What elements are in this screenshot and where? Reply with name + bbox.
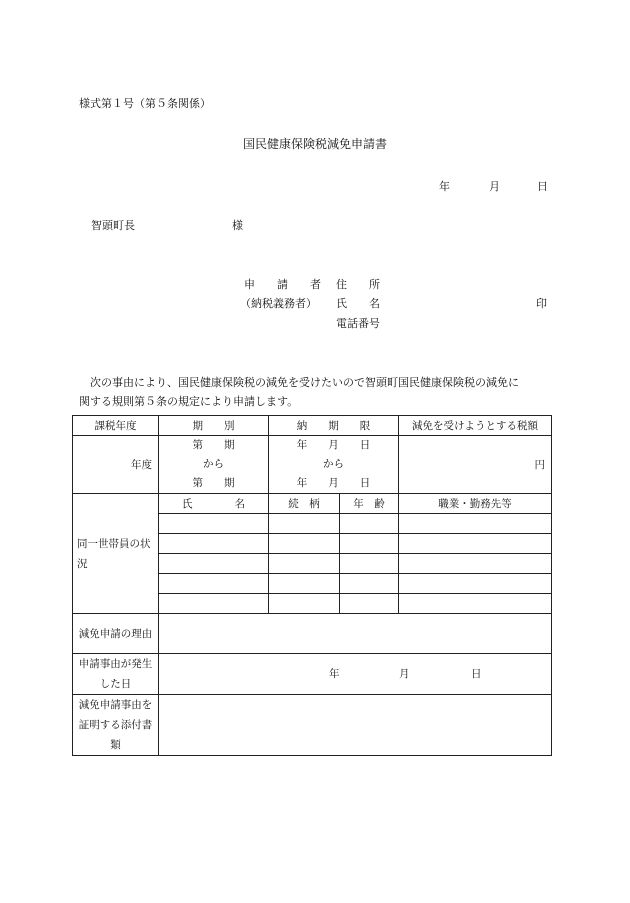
member-age-cell[interactable] (340, 534, 399, 554)
period-cell[interactable] (159, 436, 269, 494)
member-relation-cell[interactable] (269, 514, 340, 534)
occurred-day: 日 (471, 668, 482, 680)
application-table (72, 415, 552, 756)
reason-label: 減免申請の理由 (73, 614, 159, 654)
due-from: 年 月 日 (296, 439, 371, 451)
period-from: 第 期 (192, 439, 235, 451)
form-number: 様式第１号（第５条関係） (79, 97, 211, 110)
address-label: 住 所 (336, 278, 380, 291)
header-amount: 減免を受けようとする税額 (399, 416, 552, 436)
yen-unit: 円 (534, 459, 545, 471)
member-name-cell[interactable] (159, 594, 269, 614)
household-header-relation: 続 柄 (269, 494, 340, 514)
reason-row (73, 614, 552, 654)
occurred-label: 申請事由が発生した日 (73, 654, 159, 695)
household-header-row (73, 494, 552, 514)
member-job-cell[interactable] (399, 534, 552, 554)
body-line-1: 次の事由により、国民健康保険税の減免を受けたいので智頭町国民健康保険税の減免に (90, 376, 519, 389)
body-line-2: 関する規則第５条の規定により申請します。 (79, 395, 299, 408)
household-label: 同一世帯員の状況 (73, 494, 159, 614)
member-job-cell[interactable] (399, 574, 552, 594)
date-year: 年 (439, 180, 450, 193)
header-tax-year: 課税年度 (73, 416, 159, 436)
date-day: 日 (537, 180, 548, 193)
due-to: 年 月 日 (296, 477, 371, 489)
header-due-date: 納 期 限 (269, 416, 399, 436)
member-relation-cell[interactable] (269, 554, 340, 574)
occurred-year: 年 (329, 668, 340, 680)
member-job-cell[interactable] (399, 594, 552, 614)
member-age-cell[interactable] (340, 574, 399, 594)
due-date-cell[interactable] (269, 436, 399, 494)
occurred-month: 月 (399, 668, 410, 680)
member-name-cell[interactable] (159, 514, 269, 534)
attachment-row (73, 695, 552, 756)
phone-label: 電話番号 (336, 317, 380, 330)
date-month: 月 (489, 180, 500, 193)
attachment-label: 減免申請事由を証明する添付書類 (73, 695, 159, 756)
header-period: 期 別 (159, 416, 269, 436)
occurred-row (73, 654, 552, 695)
page-title: 国民健康保険税減免申請書 (242, 137, 387, 151)
addressee-name: 智頭町長 (91, 219, 135, 232)
taxpayer-label: （納税義務者） (240, 297, 317, 310)
household-header-age: 年 齢 (340, 494, 399, 514)
member-age-cell[interactable] (340, 594, 399, 614)
period-kara: から (203, 458, 224, 470)
tax-year-cell[interactable] (73, 436, 159, 494)
member-name-cell[interactable] (159, 574, 269, 594)
amount-cell[interactable] (399, 436, 552, 494)
member-relation-cell[interactable] (269, 594, 340, 614)
year-unit: 年度 (131, 459, 152, 471)
member-job-cell[interactable] (399, 554, 552, 574)
period-to: 第 期 (192, 477, 235, 489)
tax-detail-row (73, 436, 552, 494)
household-header-name: 氏 名 (159, 494, 269, 514)
seal-mark: 印 (536, 297, 547, 310)
body-text (79, 373, 559, 411)
member-age-cell[interactable] (340, 554, 399, 574)
household-header-job: 職業・勤務先等 (399, 494, 552, 514)
member-relation-cell[interactable] (269, 574, 340, 594)
member-job-cell[interactable] (399, 514, 552, 534)
reason-cell[interactable] (159, 614, 552, 654)
occurred-date-cell[interactable] (159, 654, 552, 695)
attachment-cell[interactable] (159, 695, 552, 756)
member-age-cell[interactable] (340, 514, 399, 534)
member-relation-cell[interactable] (269, 534, 340, 554)
applicant-label: 申 請 者 (244, 278, 321, 291)
table-header-row (73, 416, 552, 436)
name-label: 氏 名 (336, 297, 380, 310)
member-name-cell[interactable] (159, 554, 269, 574)
member-name-cell[interactable] (159, 534, 269, 554)
due-kara: から (323, 458, 344, 470)
addressee-honorific: 様 (232, 219, 243, 232)
